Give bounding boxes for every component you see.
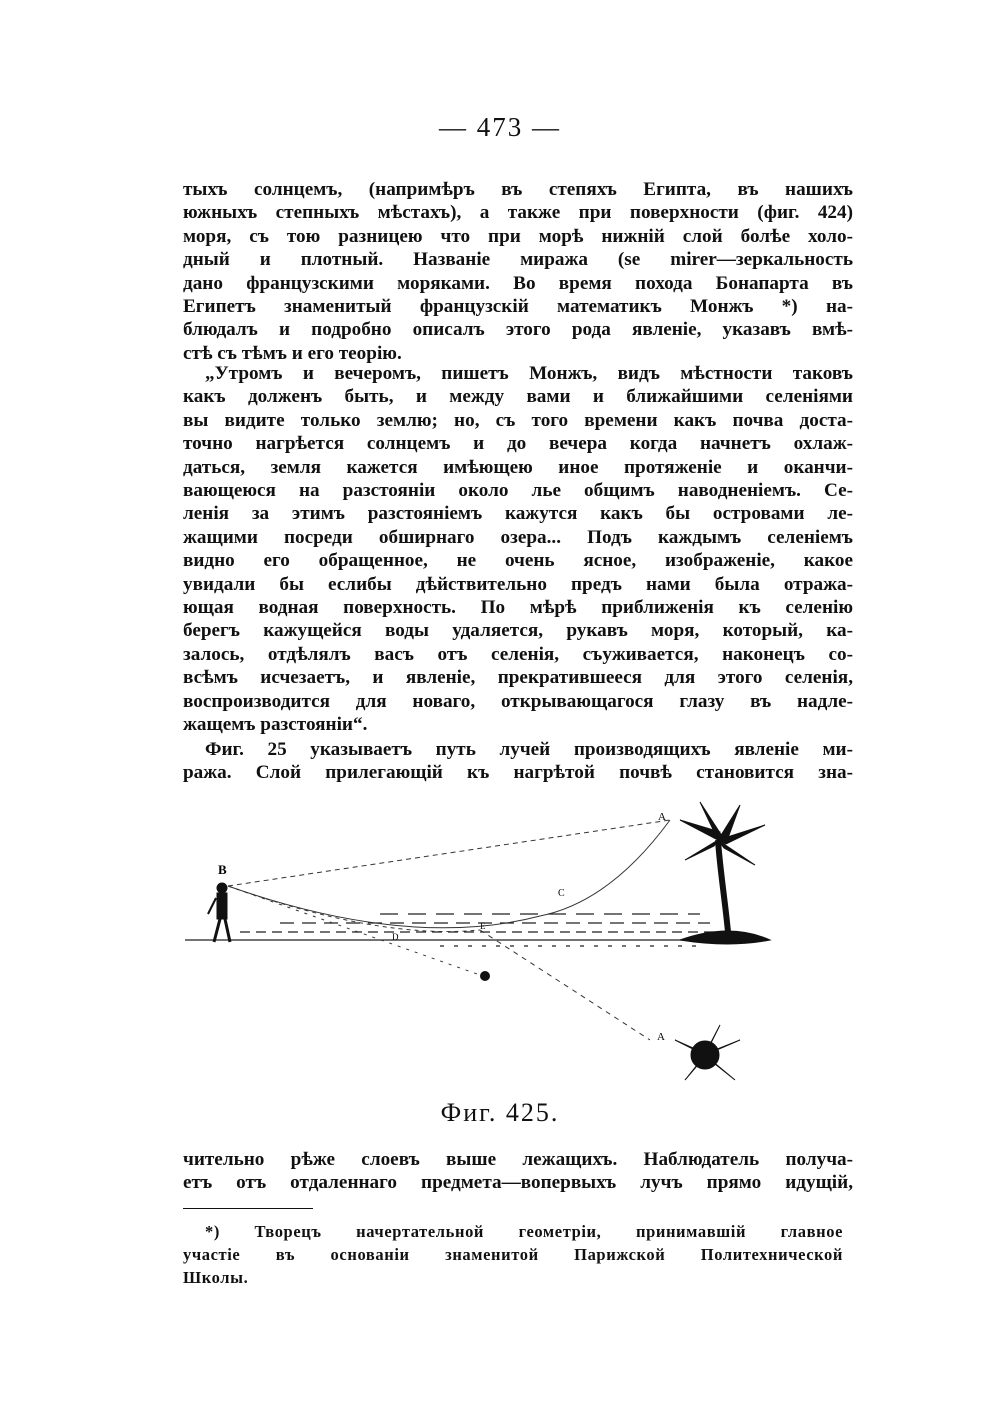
text-line: увидали бы еслибы дѣйствительно предъ нами была отража- xyxy=(183,573,853,595)
text-line: „Утромъ и вечеромъ, пишетъ Монжъ, видъ мѣстности таковъ xyxy=(205,363,853,384)
label-e: E xyxy=(480,921,486,931)
text-line: дано французскими моряками. Во время похода Бонапарта въ xyxy=(183,272,853,294)
text-line: южныхъ степныхъ мѣстахъ), а также при поверхности (фиг. 424) xyxy=(183,202,853,224)
footnote-line: *) Творецъ начертательной геометріи, принимавшій главное xyxy=(205,1222,843,1241)
text-line: вающеюся на разстояніи около лье общимъ наводненіемъ. Се- xyxy=(183,480,853,502)
text-line: блюдалъ и подробно описалъ этого рода явленіе, указавъ вмѣ- xyxy=(183,319,853,341)
footnote xyxy=(183,1220,843,1289)
paragraph-top xyxy=(183,178,853,365)
figure-caption: Фиг. 425. xyxy=(440,1098,560,1127)
text-line: берегъ кажущейся воды удаляется, рукавъ моря, который, ка- xyxy=(183,620,853,642)
text-line: залось, отдѣлялъ васъ отъ селенія, съуживается, наконецъ со- xyxy=(183,643,853,665)
label-a-bottom: A xyxy=(657,1031,665,1043)
label-b: B xyxy=(218,862,227,877)
text-line: Фиг. 25 указываетъ путь лучей производящихъ явленіе ми- xyxy=(205,739,853,760)
text-line: жащемъ разстояніи“. xyxy=(183,714,368,736)
mirage-point-marker xyxy=(480,971,490,981)
label-c: C xyxy=(558,888,565,899)
label-a-top: A xyxy=(658,811,666,823)
text-line: етъ отъ отдаленнаго предмета—вопервыхъ лучъ прямо идущій, xyxy=(183,1172,853,1194)
text-line: даться, земля кажется имѣющею иное протяженіе и оканчи- xyxy=(183,456,853,478)
text-line: ража. Слой прилегающій къ нагрѣтой почвѣ становится зна- xyxy=(183,762,853,784)
paragraph-monge-quote xyxy=(183,362,853,737)
paragraph-bottom xyxy=(183,1148,853,1195)
label-d: D xyxy=(392,932,399,942)
text-line: воспроизводится для новаго, открывающагося глазу въ надле- xyxy=(183,690,853,712)
light-rays xyxy=(228,820,670,1040)
ground-lines xyxy=(185,914,740,946)
observer-figure xyxy=(208,883,230,942)
text-line: дный и плотный. Названіе миража (se mirer—зеркальность xyxy=(183,249,853,271)
footnote-line: участіе въ основаніи знаменитой Парижской Политехнической xyxy=(183,1245,843,1264)
palm-tree xyxy=(680,802,770,944)
text-line: всѣмъ исчезаетъ, и явленіе, прекратившееся для этого селенія, xyxy=(183,667,853,689)
text-line: моря, съ тою разницею что при морѣ нижній слой болѣе холо- xyxy=(183,225,853,247)
text-line: какъ долженъ быть, и между вами и ближайшими селеніями xyxy=(183,386,853,408)
text-line: чительно рѣже слоевъ выше лежащихъ. Наблюдатель получа- xyxy=(183,1149,853,1170)
text-line: Египетъ знаменитый французскій математикъ Монжъ *) на- xyxy=(183,296,853,318)
page-number: — 473 — xyxy=(439,112,561,142)
text-line: стѣ съ тѣмъ и его теорію. xyxy=(183,342,402,364)
text-line: ленія за этимъ разстояніемъ кажутся какъ бы островами ле- xyxy=(183,503,853,525)
inverted-palm-image xyxy=(675,1025,740,1080)
paragraph-figure-reference xyxy=(183,738,853,785)
text-line: точно нагрѣется солнцемъ и до вечера когда начнетъ охлаж- xyxy=(183,433,853,455)
text-line: жащими посреди обширнаго озера... Подъ каждымъ селеніемъ xyxy=(183,526,853,548)
text-line: видно его обращенное, не очень ясное, изображеніе, какое xyxy=(183,550,853,572)
mirage-figure xyxy=(180,790,780,1090)
text-line: тыхъ солнцемъ, (напримѣръ въ степяхъ Египта, въ нашихъ xyxy=(183,179,853,200)
footnote-divider xyxy=(183,1208,313,1209)
text-line: ющая водная поверхность. По мѣрѣ приближенія къ селенію xyxy=(183,597,853,619)
text-line: вы видите только землю; но, съ того времени какъ почва доста- xyxy=(183,409,853,431)
footnote-line: Школы. xyxy=(183,1268,249,1287)
